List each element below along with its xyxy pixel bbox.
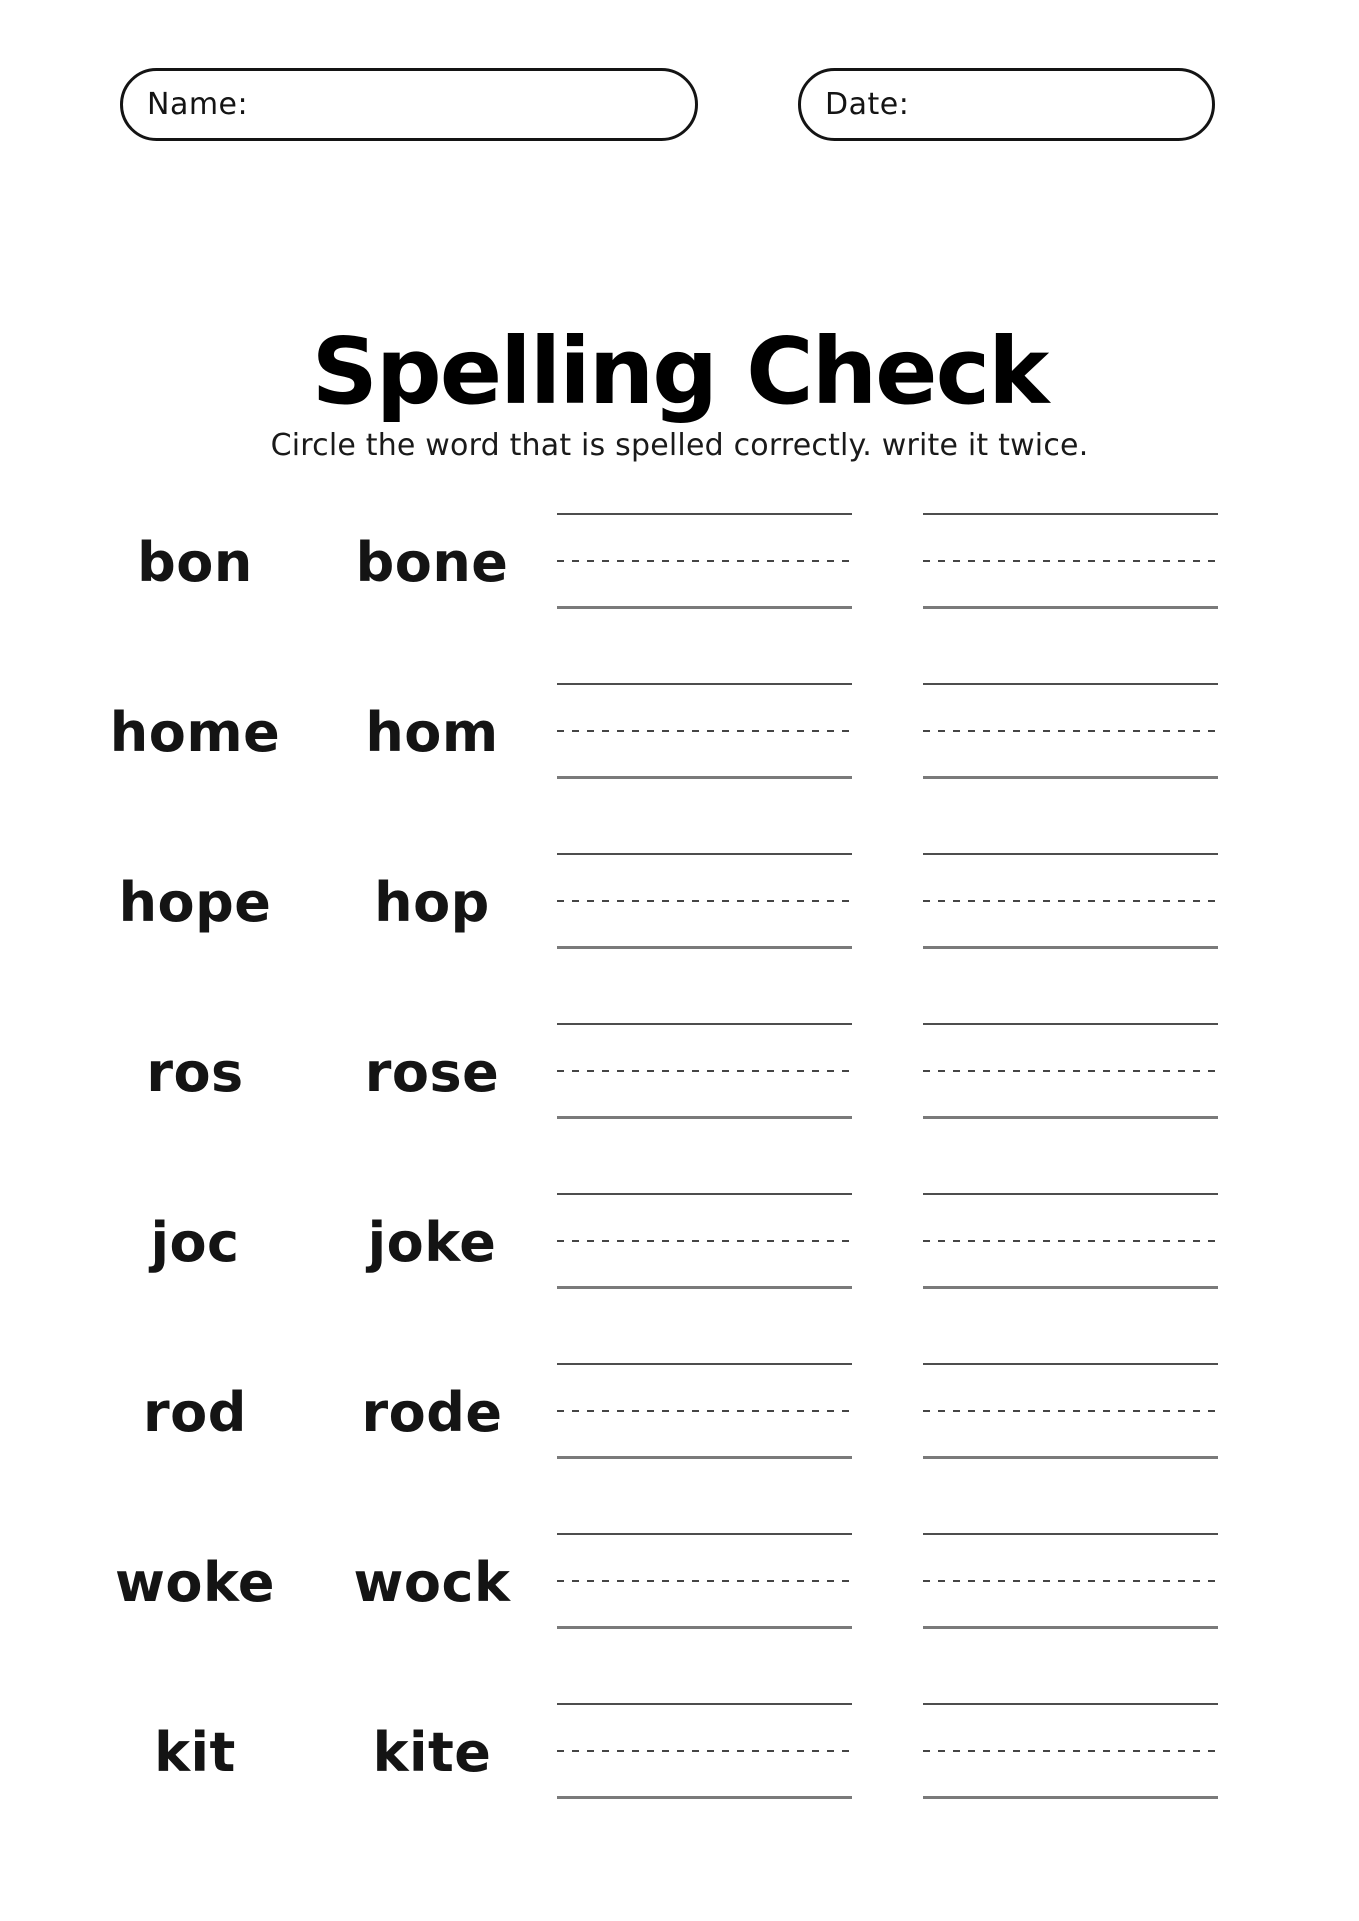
writing-lines-second[interactable] bbox=[923, 1533, 1218, 1629]
dashed-midline bbox=[923, 1410, 1216, 1412]
word-row bbox=[0, 1157, 1359, 1327]
dashed-midline bbox=[923, 1070, 1216, 1072]
dashed-midline bbox=[557, 1070, 850, 1072]
writing-lines-second[interactable] bbox=[923, 853, 1218, 949]
word-option-left[interactable]: bon bbox=[137, 530, 253, 594]
dashed-midline bbox=[923, 730, 1216, 732]
writing-lines-second[interactable] bbox=[923, 1023, 1218, 1119]
writing-lines-first[interactable] bbox=[557, 1363, 852, 1459]
word-row bbox=[0, 817, 1359, 987]
writing-lines-second[interactable] bbox=[923, 1703, 1218, 1799]
date-field[interactable] bbox=[798, 68, 1215, 141]
writing-lines-second[interactable] bbox=[923, 1363, 1218, 1459]
writing-lines-first[interactable] bbox=[557, 683, 852, 779]
dashed-midline bbox=[923, 560, 1216, 562]
page-title: Spelling Check bbox=[311, 317, 1048, 425]
writing-lines-first[interactable] bbox=[557, 1023, 852, 1119]
name-label: Name: bbox=[147, 87, 249, 122]
writing-lines-first[interactable] bbox=[557, 1193, 852, 1289]
word-option-right[interactable]: wock bbox=[353, 1550, 511, 1614]
dashed-midline bbox=[557, 560, 850, 562]
word-option-left[interactable]: home bbox=[109, 700, 281, 764]
dashed-midline bbox=[557, 1410, 850, 1412]
word-option-left[interactable]: ros bbox=[146, 1040, 244, 1104]
word-option-right[interactable]: rose bbox=[364, 1040, 500, 1104]
writing-lines-first[interactable] bbox=[557, 1533, 852, 1629]
dashed-midline bbox=[557, 900, 850, 902]
word-option-left[interactable]: joc bbox=[150, 1210, 240, 1274]
date-label: Date: bbox=[825, 87, 910, 122]
word-option-left[interactable]: rod bbox=[143, 1380, 247, 1444]
word-option-right[interactable]: hop bbox=[374, 870, 490, 934]
word-row bbox=[0, 987, 1359, 1157]
dashed-midline bbox=[923, 1750, 1216, 1752]
dashed-midline bbox=[557, 1240, 850, 1242]
writing-lines-second[interactable] bbox=[923, 683, 1218, 779]
word-option-right[interactable]: rode bbox=[361, 1380, 503, 1444]
dashed-midline bbox=[557, 1580, 850, 1582]
writing-lines-second[interactable] bbox=[923, 1193, 1218, 1289]
word-rows bbox=[0, 477, 1359, 1837]
word-row bbox=[0, 647, 1359, 817]
dashed-midline bbox=[923, 1240, 1216, 1242]
word-option-left[interactable]: kit bbox=[154, 1720, 236, 1784]
word-row bbox=[0, 1327, 1359, 1497]
word-option-right[interactable]: kite bbox=[372, 1720, 492, 1784]
word-row bbox=[0, 1667, 1359, 1837]
writing-lines-first[interactable] bbox=[557, 853, 852, 949]
word-option-left[interactable]: hope bbox=[118, 870, 272, 934]
word-option-right[interactable]: bone bbox=[355, 530, 509, 594]
word-option-left[interactable]: woke bbox=[114, 1550, 276, 1614]
writing-lines-first[interactable] bbox=[557, 1703, 852, 1799]
writing-lines-first[interactable] bbox=[557, 513, 852, 609]
dashed-midline bbox=[557, 730, 850, 732]
writing-lines-second[interactable] bbox=[923, 513, 1218, 609]
word-row bbox=[0, 1497, 1359, 1667]
name-field[interactable] bbox=[120, 68, 698, 141]
word-row bbox=[0, 477, 1359, 647]
word-option-right[interactable]: hom bbox=[365, 700, 499, 764]
dashed-midline bbox=[923, 900, 1216, 902]
instruction-text: Circle the word that is spelled correctly. write it twice. bbox=[270, 428, 1089, 463]
dashed-midline bbox=[923, 1580, 1216, 1582]
dashed-midline bbox=[557, 1750, 850, 1752]
word-option-right[interactable]: joke bbox=[367, 1210, 497, 1274]
